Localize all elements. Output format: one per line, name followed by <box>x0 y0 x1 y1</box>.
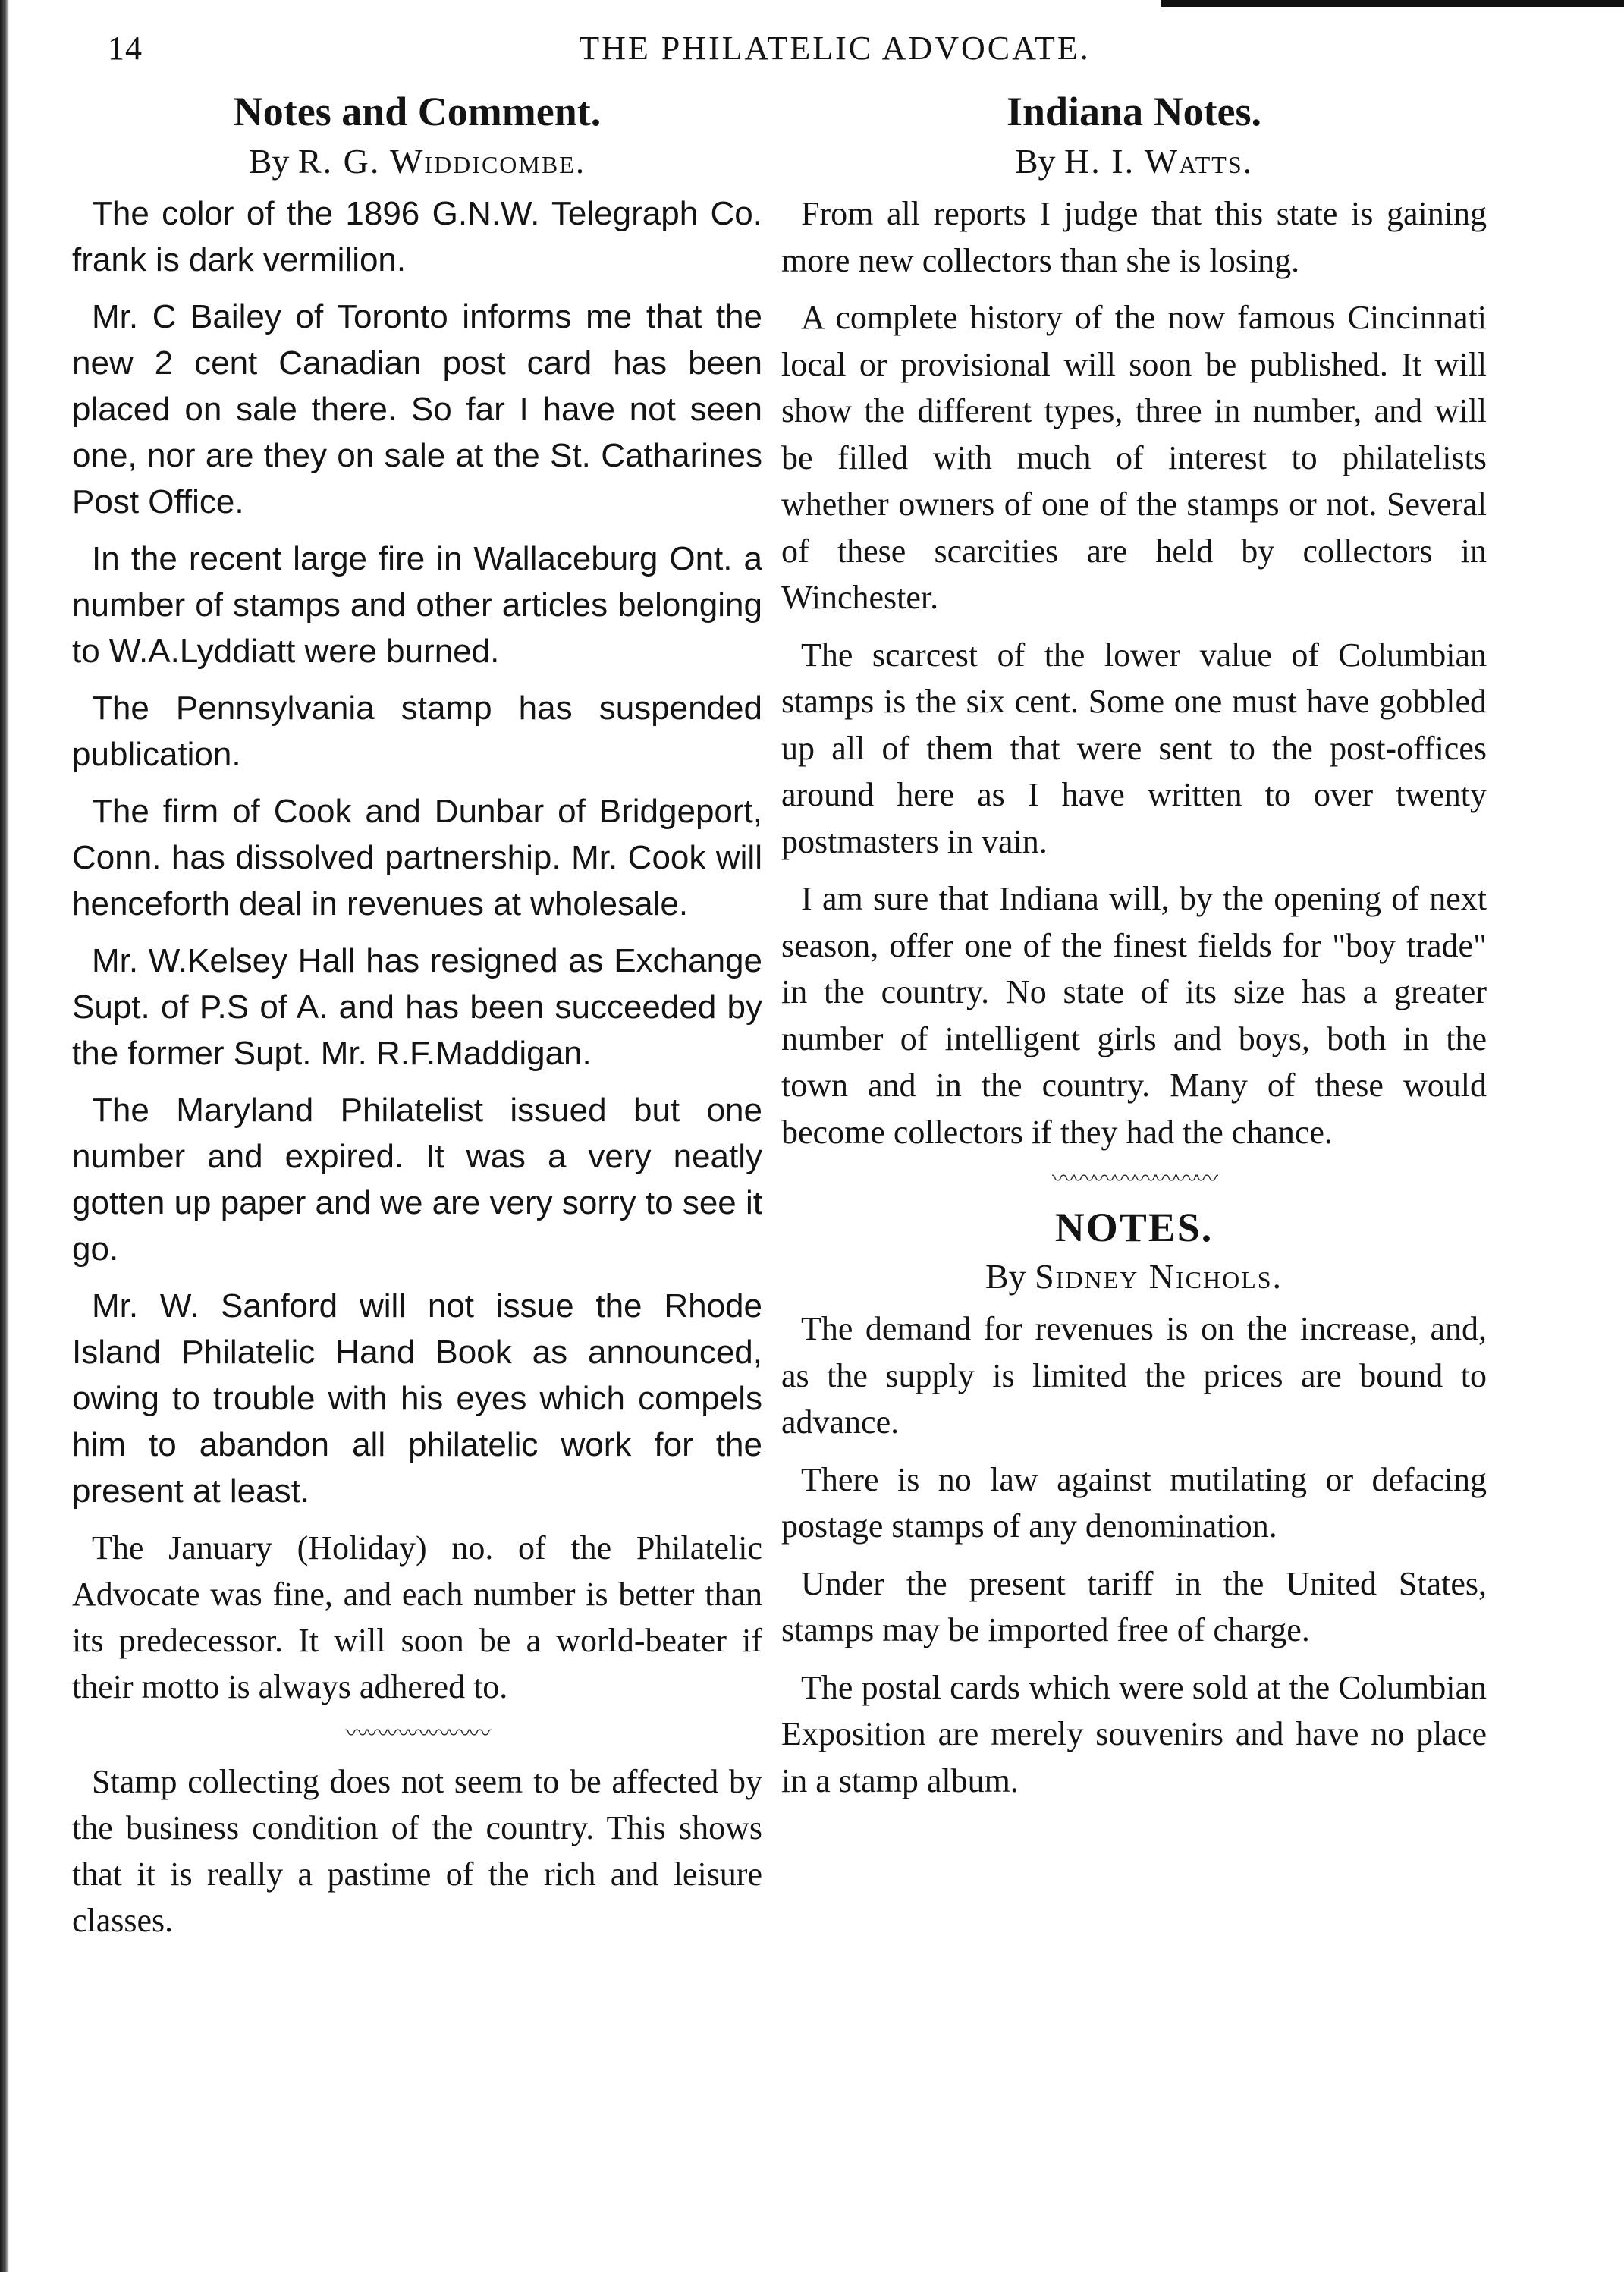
page-number: 14 <box>108 30 143 67</box>
byline-widdicombe: By R. G. Widdicombe. <box>248 142 586 181</box>
wavy-divider: 〰〰〰〰〰〰〰〰 <box>1052 1167 1216 1192</box>
top-rule <box>1161 0 1624 7</box>
paragraph: The demand for revenues is on the increase, and, as the supply is limited the prices are bound to advance. <box>781 1310 1487 1441</box>
paragraph: There is no law against mutilating or defacing postage stamps of any denomination. <box>781 1460 1487 1545</box>
byline-nichols: By Sidney Nichols. <box>985 1257 1283 1296</box>
paragraph: The Pennsylvania stamp has suspended publication. <box>72 690 762 773</box>
paragraph: The January (Holiday) no. of the Philatelic Advocate was fine, and each number is better than its predecessor. It will soon be a world-beater if their motto is always adhered to. <box>72 1529 762 1705</box>
paragraph: The Maryland Philatelist issued but one number and expired. It was a very neatly gotten up paper and we are very sorry to see it go. <box>72 1092 762 1268</box>
paragraph: In the recent large fire in Wallaceburg Ont. a number of stamps and other articles belonging to W.A.Lyddiatt were burned. <box>72 540 762 670</box>
paragraph: Mr. C Bailey of Toronto informs me that the new 2 cent Canadian post card has been placed on sale there. So far I have not seen one, nor are they on sale at the St. Catharines Post Office. <box>72 298 762 520</box>
notes-body <box>781 1306 1487 1804</box>
paragraph: Mr. W.Kelsey Hall has resigned as Exchange Supt. of P.S of A. and has been succeeded by the former Supt. Mr. R.F.Maddigan. <box>72 942 762 1072</box>
right-column <box>781 87 1487 1815</box>
paragraph: Under the present tariff in the United States, stamps may be imported free of charge. <box>781 1564 1487 1648</box>
paragraph: The color of the 1896 G.N.W. Telegraph Co. frank is dark vermilion. <box>72 195 762 278</box>
section-title-notes: NOTES. <box>1054 1205 1214 1250</box>
notes-and-comment-continued <box>72 1525 762 1944</box>
paragraph: The postal cards which were sold at the Columbian Exposition are merely souvenirs and have no place in a stamp album. <box>781 1668 1487 1799</box>
running-header <box>0 24 1624 77</box>
left-column <box>72 87 762 1954</box>
notes-and-comment-body <box>72 190 762 1514</box>
paragraph: From all reports I judge that this state is gaining more new collectors than she is losing. <box>781 195 1487 279</box>
wavy-divider: 〰〰〰〰〰〰〰 <box>345 1721 489 1746</box>
paragraph: A complete history of the now famous Cincinnati local or provisional will soon be published. It will show the different types, three in number, and will be filled with much of interest to philatelists whether owners of one of the stamps or not. Several of these scarcities are held by collectors in Winchester. <box>781 299 1487 616</box>
byline-watts: By H. I. Watts. <box>1014 142 1254 181</box>
section-title-notes-and-comment: Notes and Comment. <box>233 89 602 134</box>
page-edge-shadow <box>0 0 9 2272</box>
paragraph: Stamp collecting does not seem to be affected by the business condition of the country. This shows that it is really a pastime of the rich and leisure classes. <box>72 1763 762 1939</box>
indiana-notes-body <box>781 190 1487 1155</box>
paragraph: Mr. W. Sanford will not issue the Rhode Island Philatelic Hand Book as announced, owing to trouble with his eyes which compels him to abandon all philatelic work for the present at least. <box>72 1287 762 1510</box>
running-title: THE PHILATELIC ADVOCATE. <box>579 30 1091 67</box>
paragraph: I am sure that Indiana will, by the opening of next season, offer one of the finest fields for "boy trade" in the country. No state of its size has a greater number of intelligent girls and boys, both in the town and in the country. Many of these would become collectors if they had the chance. <box>781 880 1487 1151</box>
section-title-indiana-notes: Indiana Notes. <box>1006 89 1262 134</box>
paragraph: The scarcest of the lower value of Columbian stamps is the six cent. Some one must have gobbled up all of them that were sent to the post-offices around here as I have written to over twenty postmasters in vain. <box>781 636 1487 860</box>
paragraph: The firm of Cook and Dunbar of Bridgeport, Conn. has dissolved partnership. Mr. Cook will henceforth deal in revenues at wholesale. <box>72 793 762 922</box>
